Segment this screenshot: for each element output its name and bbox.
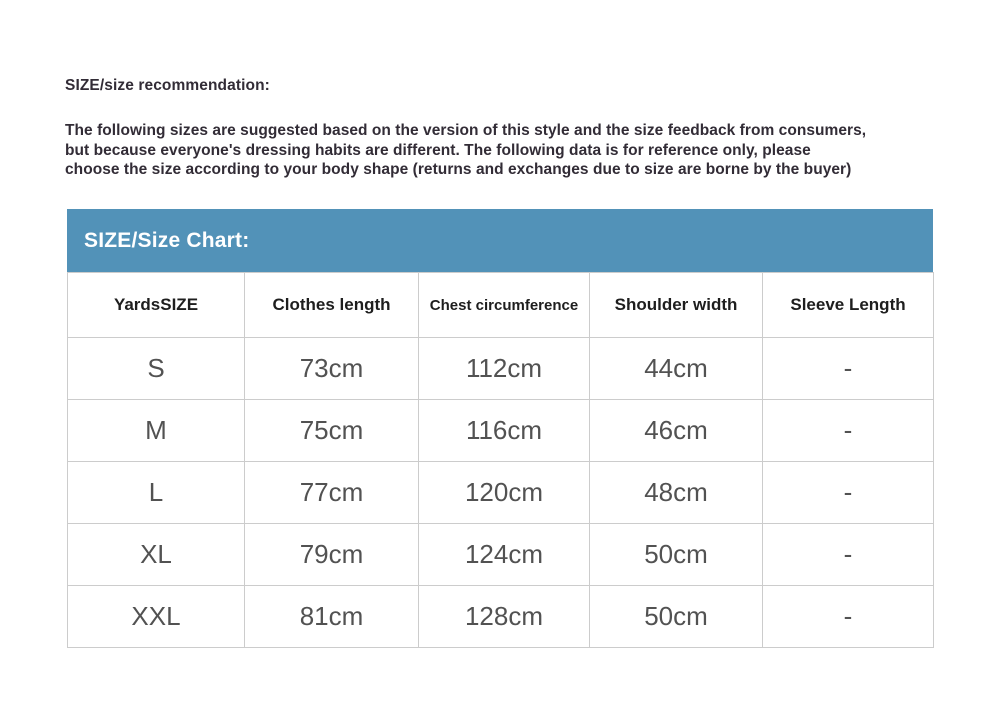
sleeve-cell: - — [763, 524, 934, 586]
size-cell: XL — [68, 524, 245, 586]
shoulder-cell: 50cm — [590, 524, 763, 586]
table-row-m — [68, 400, 934, 462]
recommendation-line-2: but because everyone's dressing habits are different. The following data is for reference only, please — [65, 141, 811, 159]
sleeve-cell: - — [763, 462, 934, 524]
length-cell: 73cm — [245, 338, 419, 400]
column-header-sleeve-length: Sleeve Length — [763, 273, 934, 338]
shoulder-cell: 46cm — [590, 400, 763, 462]
sleeve-cell: - — [763, 400, 934, 462]
size-cell: XXL — [68, 586, 245, 648]
length-cell: 75cm — [245, 400, 419, 462]
shoulder-cell: 50cm — [590, 586, 763, 648]
size-chart-title-bar — [67, 209, 933, 272]
size-cell: L — [68, 462, 245, 524]
table-row-xl — [68, 524, 934, 586]
sleeve-cell: - — [763, 586, 934, 648]
recommendation-line-1: The following sizes are suggested based on the version of this style and the size feedback from consumers, — [65, 122, 867, 139]
shoulder-cell: 44cm — [590, 338, 763, 400]
chest-cell: 116cm — [419, 400, 590, 462]
size-table — [67, 272, 934, 648]
shoulder-cell: 48cm — [590, 462, 763, 524]
size-cell: M — [68, 400, 245, 462]
size-chart-title: SIZE/Size Chart: — [84, 228, 250, 252]
length-cell: 81cm — [245, 586, 419, 648]
sleeve-cell: - — [763, 338, 934, 400]
chest-cell: 128cm — [419, 586, 590, 648]
size-cell: S — [68, 338, 245, 400]
length-cell: 79cm — [245, 524, 419, 586]
table-row-s — [68, 338, 934, 400]
column-header-chest-circumference: Chest circumference — [419, 273, 590, 338]
column-header-clothes-length: Clothes length — [245, 273, 419, 338]
size-table-header-row — [68, 273, 934, 338]
length-cell: 77cm — [245, 462, 419, 524]
table-row-l — [68, 462, 934, 524]
chest-cell: 124cm — [419, 524, 590, 586]
table-row-xxl — [68, 586, 934, 648]
column-header-shoulder-width: Shoulder width — [590, 273, 763, 338]
chest-cell: 112cm — [419, 338, 590, 400]
recommendation-text — [65, 121, 866, 180]
recommendation-heading: SIZE/size recommendation: — [65, 77, 270, 94]
chest-cell: 120cm — [419, 462, 590, 524]
recommendation-line-3: choose the size according to your body shape (returns and exchanges due to size are borne by the buyer) — [65, 161, 852, 178]
column-header-yards-size: YardsSIZE — [68, 273, 245, 338]
